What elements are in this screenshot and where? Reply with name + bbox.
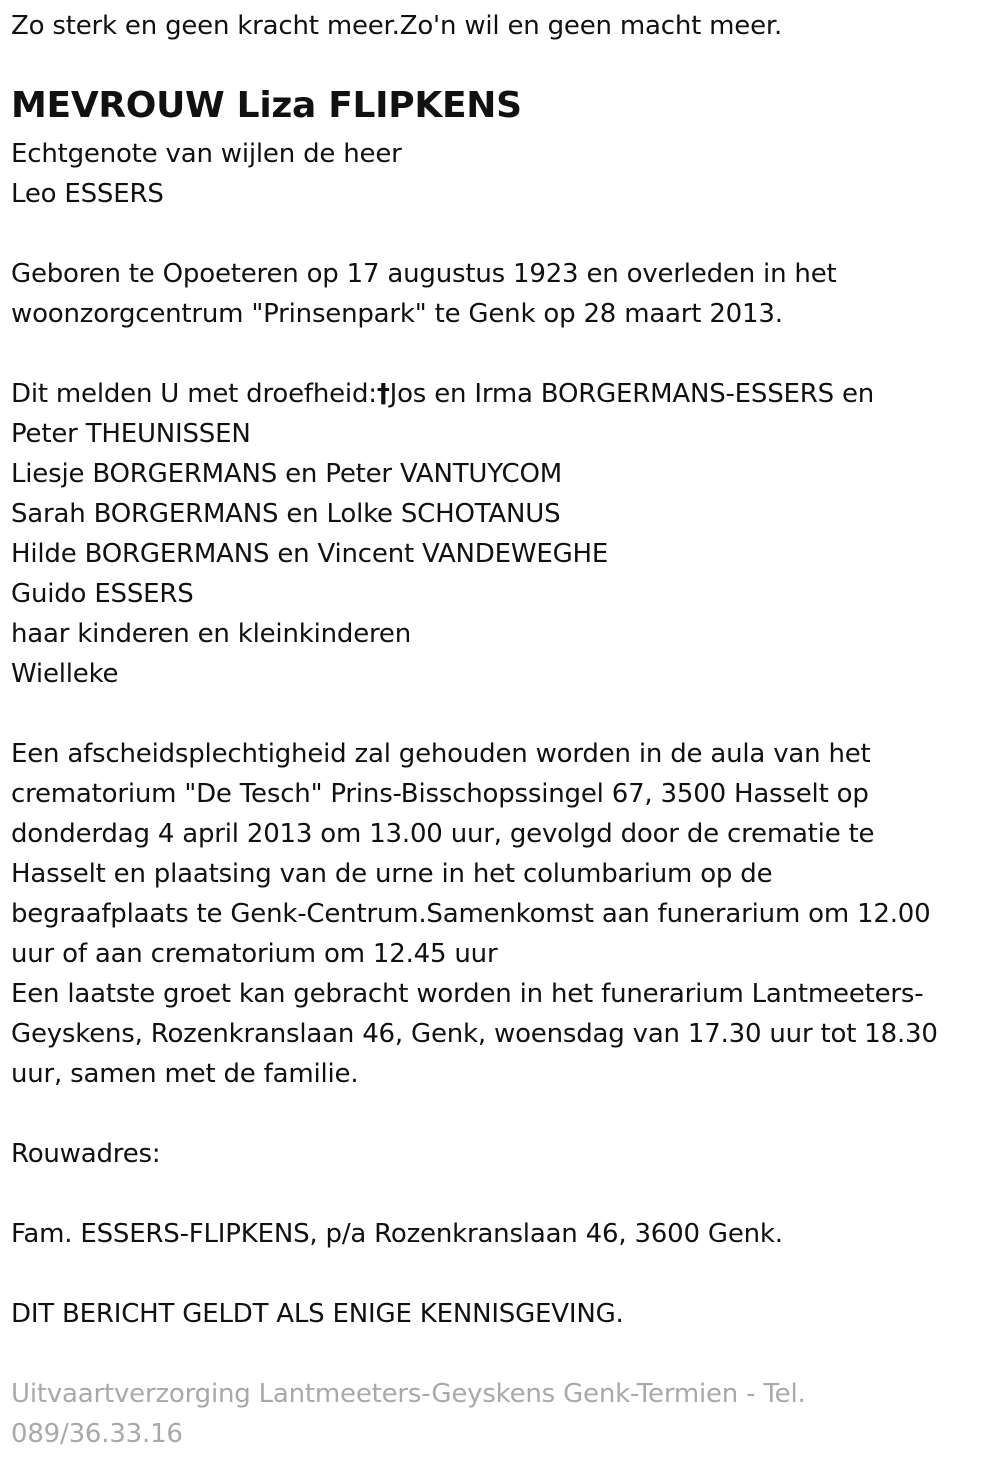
ceremony-line: Hasselt en plaatsing van de urne in het columbarium op de	[11, 859, 773, 889]
cross-icon: †	[376, 379, 390, 409]
ceremony-line: uur of aan crematorium om 12.45 uur	[11, 939, 498, 969]
motto-text: Zo sterk en geen kracht meer.Zo'n wil en geen macht meer.	[11, 11, 783, 41]
spouse-name: Leo ESSERS	[11, 179, 164, 209]
address-label: Rouwadres:	[11, 1139, 161, 1169]
ceremony-line: begraafplaats te Genk-Centrum.Samenkomst aan funerarium om 12.00	[11, 899, 931, 929]
spouse-line: Echtgenote van wijlen de heer	[11, 139, 402, 169]
mourners-intro: Dit melden U met droefheid:	[11, 379, 377, 409]
address-value: Fam. ESSERS-FLIPKENS, p/a Rozenkranslaan 46, 3600 Genk.	[11, 1219, 783, 1249]
ceremony-line: Geyskens, Rozenkranslaan 46, Genk, woensdag van 17.30 uur tot 18.30	[11, 1019, 938, 1049]
mourner-line: Guido ESSERS	[11, 579, 194, 609]
ceremony-line: Een laatste groet kan gebracht worden in het funerarium Lantmeeters-	[11, 979, 924, 1009]
mourner-line: Liesje BORGERMANS en Peter VANTUYCOM	[11, 459, 562, 489]
mourners-first-names: Jos en Irma BORGERMANS-ESSERS en	[389, 379, 875, 409]
birth-death-block	[11, 254, 837, 334]
ceremony-line: Een afscheidsplechtigheid zal gehouden worden in de aula van het	[11, 739, 871, 769]
footer-block	[11, 1374, 806, 1454]
spouse-block	[11, 134, 402, 214]
address-label-block	[11, 1134, 160, 1174]
birth-death-line: woonzorgcentrum "Prinsenpark" te Genk op 28 maart 2013.	[11, 299, 783, 329]
address-value-block	[11, 1214, 783, 1254]
footer-phone: 089/36.33.16	[11, 1419, 183, 1449]
notice-text: DIT BERICHT GELDT ALS ENIGE KENNISGEVING.	[11, 1299, 624, 1329]
notice-block	[11, 1294, 624, 1334]
mourner-line: Wielleke	[11, 659, 119, 689]
deceased-name: MEVROUW Liza FLIPKENS	[11, 85, 522, 126]
ceremony-line: crematorium "De Tesch" Prins-Bisschopssingel 67, 3500 Hasselt op	[11, 779, 869, 809]
birth-death-line: Geboren te Opoeteren op 17 augustus 1923 en overleden in het	[11, 259, 837, 289]
mourners-block	[11, 374, 874, 694]
mourner-line: haar kinderen en kleinkinderen	[11, 619, 411, 649]
ceremony-line: uur, samen met de familie.	[11, 1059, 359, 1089]
mourner-line: Hilde BORGERMANS en Vincent VANDEWEGHE	[11, 539, 609, 569]
footer-line: Uitvaartverzorging Lantmeeters-Geyskens Genk-Termien - Tel.	[11, 1379, 806, 1409]
ceremony-block	[11, 734, 938, 1094]
ceremony-line: donderdag 4 april 2013 om 13.00 uur, gevolgd door de crematie te	[11, 819, 875, 849]
mourner-line: Peter THEUNISSEN	[11, 419, 251, 449]
mourners-first-line	[11, 374, 874, 414]
mourner-line: Sarah BORGERMANS en Lolke SCHOTANUS	[11, 499, 561, 529]
